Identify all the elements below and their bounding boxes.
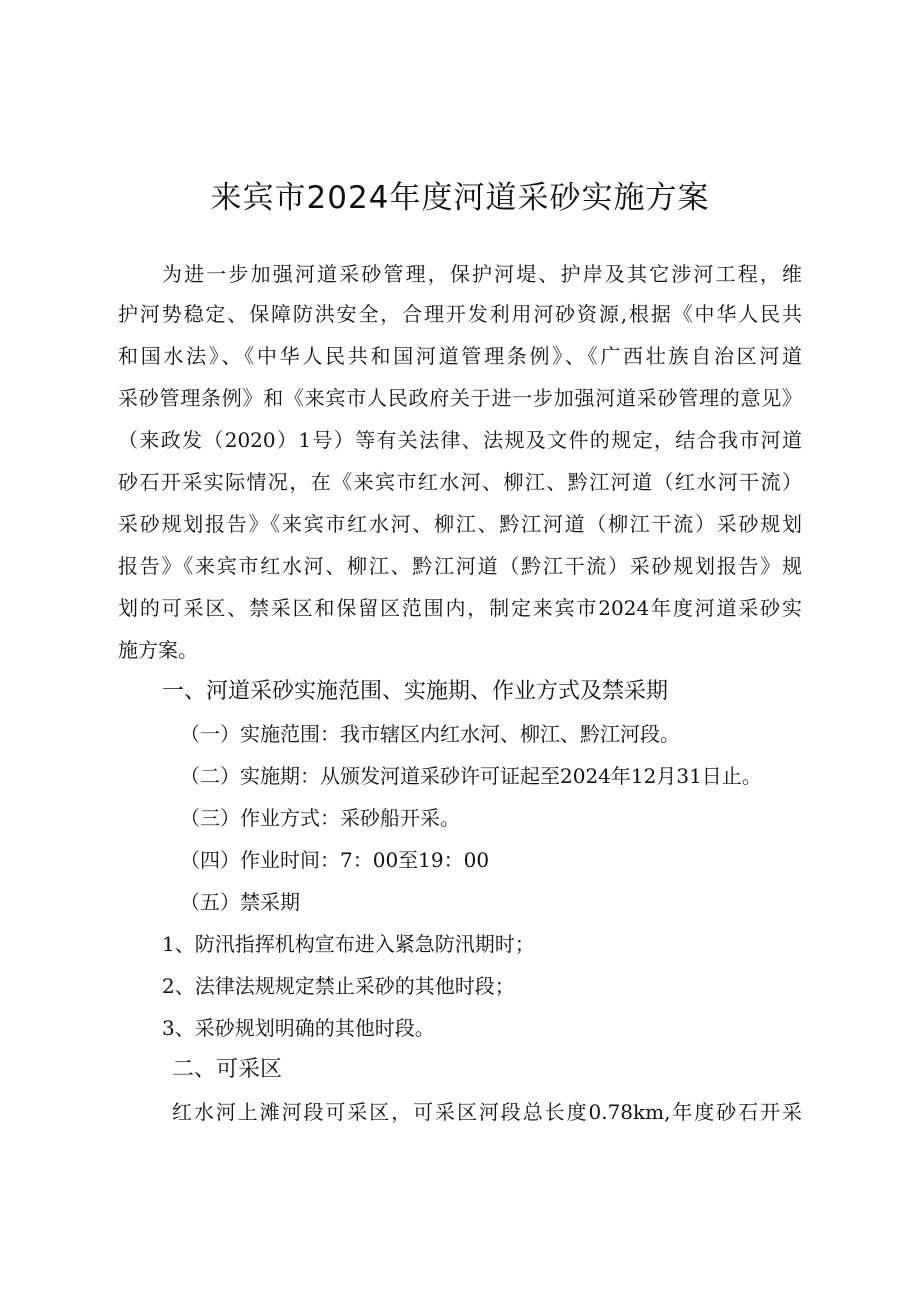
prohibited-item-1: 1、防汛指挥机构宣布进入紧急防汛期时；	[162, 932, 535, 956]
section1-item-5: （五）禁采期	[180, 890, 300, 914]
section1-item-3: （三）作业方式：采砂船开采。	[180, 806, 460, 830]
intro-line-4: 采砂管理条例》和《来宾市人民政府关于进一步加强河道采砂管理的意见》	[118, 386, 802, 410]
section1-item-2: （二）实施期：从颁发河道采砂许可证起至2024年12月31日止。	[180, 764, 762, 788]
section2-heading: 二、可采区	[172, 1057, 283, 1082]
intro-line-7: 采砂规划报告》《来宾市红水河、柳江、黔江河道（柳江干流）采砂规划	[118, 512, 802, 536]
document-title: 来宾市2024年度河道采砂实施方案	[210, 180, 710, 216]
intro-line-3: 和国水法》、《中华人民共和国河道管理条例》、《广西壮族自治区河道	[118, 344, 802, 368]
prohibited-item-2: 2、法律法规规定禁止采砂的其他时段；	[162, 974, 515, 998]
intro-line-10: 施方案。	[118, 638, 198, 662]
intro-line-5: （来政发（2020）1号）等有关法律、法规及文件的规定，结合我市河道	[118, 428, 802, 452]
section1-heading: 一、河道采砂实施范围、实施期、作业方式及禁采期	[162, 679, 669, 704]
section1-item-4: （四）作业时间：7：00至19：00	[180, 848, 490, 872]
intro-line-2: 护河势稳定、保障防洪安全，合理开发利用河砂资源,根据《中华人民共	[118, 302, 802, 326]
intro-line-8: 报告》《来宾市红水河、柳江、黔江河道（黔江干流）采砂规划报告》规	[118, 554, 802, 578]
section2-text: 红水河上滩河段可采区，可采区河段总长度0.78km,年度砂石开采	[172, 1100, 802, 1124]
section1-item-1: （一）实施范围：我市辖区内红水河、柳江、黔江河段。	[180, 722, 680, 746]
intro-line-1: 为进一步加强河道采砂管理，保护河堤、护岸及其它涉河工程，维	[162, 262, 802, 286]
intro-line-9: 划的可采区、禁采区和保留区范围内，制定来宾市2024年度河道采砂实	[118, 596, 802, 620]
prohibited-item-3: 3、采砂规划明确的其他时段。	[162, 1016, 435, 1040]
intro-line-6: 砂石开采实际情况，在《来宾市红水河、柳江、黔江河道（红水河干流）	[118, 470, 802, 494]
